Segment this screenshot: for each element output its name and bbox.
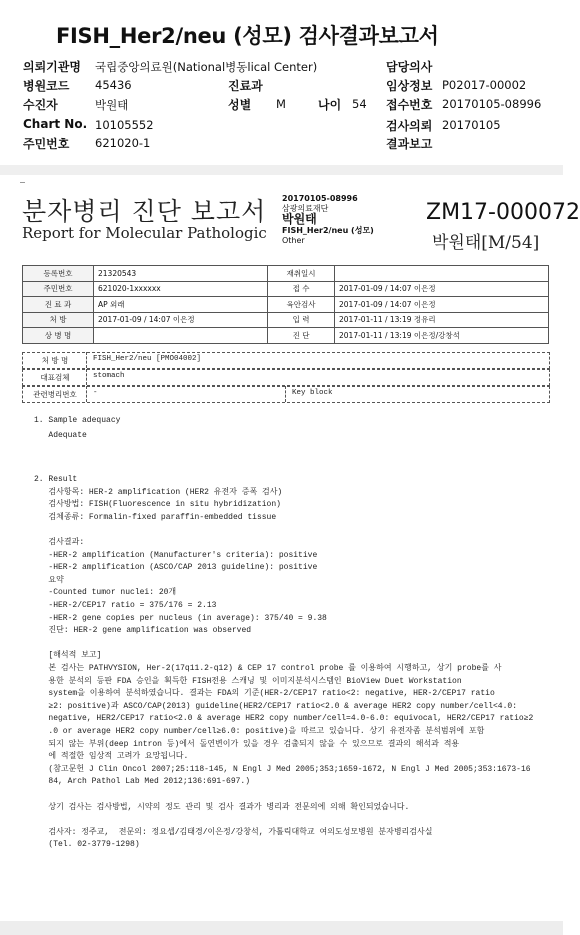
report-line: 되지 않는 부위(deep intron 등)에서 돌연변이가 있을 경우 검출되지 않을 수 있으므로 결과의 해석과 적용 — [34, 739, 460, 749]
report-line: -HER-2/CEP17 ratio = 375/176 = 2.13 — [34, 601, 217, 610]
header-value: 20170105-08996 — [442, 97, 542, 111]
report-line: .0 or average HER2 copy number/cell≥6.0: positive)을 따르고 있습니다. 상기 유전자좀 분석범위에 포함 — [34, 727, 485, 736]
prescription-value: stomach — [93, 372, 125, 380]
report-line: 84, Arch Pathol Lab Med 2012;136:691-697.) — [34, 777, 251, 787]
divider-bar — [0, 165, 563, 175]
report-line: 검사항목: HER-2 amplification (HER2 유전자 증폭 검사) — [34, 487, 283, 497]
report-line: -HER-2 amplification (ASCO/CAP 2013 guideline): positive — [34, 563, 318, 573]
info-row — [23, 328, 549, 344]
info-label: 등록번호 — [23, 266, 94, 282]
prescription-sep — [86, 386, 87, 402]
report-line: negative, HER2/CEP17 ratio<2.0 & average HER2 copy number/cell=4.0-6.0: equivocal, HER2/CEP17 ratio≥2 — [34, 714, 534, 724]
header-label: Chart No. — [23, 117, 88, 131]
report-line: (참고문헌 J Clin Oncol 2007;25:118-145, N Engl J Med 2005;353;1659-1672, N Engl J Med 2005;353:1673-16 — [34, 764, 531, 774]
report-line: 요약 — [34, 575, 64, 585]
info-label: 입 력 — [268, 312, 335, 328]
info-row — [23, 312, 549, 328]
info-label: 접 수 — [268, 281, 335, 297]
report-line: 2. Result — [34, 475, 78, 484]
report-line: ≥2: positive)과 ASCO/CAP(2013) guideline(HER2/CEP17 ratio<2.0 & average HER2 copy number/cell<4.0: — [34, 701, 518, 711]
report-title-kr: 분자병리 진단 보고서 — [22, 197, 267, 226]
prescription-value: FISH_Her2/neu [PMO04002] — [93, 355, 202, 363]
footer-strip — [0, 921, 563, 935]
info-value: 2017-01-11 / 13:19 정유리 — [335, 312, 549, 328]
prescription-label: 대표검체 — [40, 373, 70, 382]
info-value: 2017-01-09 / 14:07 이은정 — [335, 281, 549, 297]
report-line: (Tel. 02-3779-1298) — [34, 840, 140, 850]
report-line: Adequate — [34, 431, 87, 440]
header-value: 45436 — [95, 78, 132, 92]
report-line: 검사방법: FISH(Fluorescence in situ hybridization) — [34, 500, 281, 510]
info-value: 621020-1xxxxxx — [94, 281, 268, 297]
prescription-value: - — [93, 389, 98, 397]
header-label: 병원코드 — [23, 79, 70, 93]
prescription-label: 관련병리번호 — [33, 390, 77, 399]
key-block-sep — [285, 386, 286, 402]
report-line: 검사결과: — [34, 538, 85, 547]
header-value: 국립중앙의료원(National병동lical Center) — [95, 60, 318, 74]
info-value: 2017-01-09 / 14:07 이은정 — [335, 297, 549, 313]
prescription-row — [22, 386, 550, 403]
info-label: 상 병 명 — [23, 328, 94, 344]
header-label: 임상정보 — [386, 79, 433, 93]
page-title: FISH_Her2/neu (성모) 검사결과보고서 — [56, 24, 439, 48]
info-value: 21320543 — [94, 266, 268, 282]
info-label: 처 방 — [23, 312, 94, 328]
info-value — [335, 266, 549, 282]
stamp-block — [282, 194, 374, 246]
header-value: M — [276, 97, 286, 111]
stamp-line2: 삼광의료재단 — [282, 204, 329, 213]
key-block-label: Key block — [292, 389, 333, 397]
report-line: 1. Sample adequacy — [34, 416, 121, 425]
info-row — [23, 297, 549, 313]
report-line: 에 적절한 임상적 고려가 요망됩니다. — [34, 752, 189, 762]
report-line: -HER-2 gene copies per nucleus (in average): 375/40 = 9.38 — [34, 613, 327, 623]
header-value: 10105552 — [95, 118, 154, 132]
report-line: 검체종류: Formalin-fixed paraffin-embedded tissue — [34, 512, 277, 522]
patient-tag: 박원태[M/54] — [432, 233, 540, 253]
info-value — [94, 328, 268, 344]
header-value: 20170105 — [442, 118, 501, 132]
stamp-line5: Other — [282, 236, 305, 245]
scan-mark — [20, 182, 25, 183]
stamp-name: 박원태 — [282, 212, 317, 226]
header-value: 621020-1 — [95, 136, 151, 150]
patient-info-table — [22, 265, 549, 344]
info-label: 주민번호 — [23, 281, 94, 297]
report-line: [해석적 보고] — [34, 651, 102, 661]
header-label: 검사의뢰 — [386, 119, 433, 133]
header-value: P02017-00002 — [442, 78, 527, 92]
prescription-sep — [86, 369, 87, 385]
header-label: 접수번호 — [386, 98, 433, 112]
report-line: 진단: HER-2 gene amplification was observed — [34, 626, 252, 636]
age-value: 54 — [352, 97, 367, 111]
prescription-sep — [86, 352, 87, 368]
stamp-line1: 20170105-08996 — [282, 194, 358, 203]
info-label: 육안검사 — [268, 297, 335, 313]
stamp-line4: FISH_Her2/neu (성모) — [282, 226, 374, 235]
header-label: 담당의사 — [386, 60, 433, 74]
header-label: 수진자 — [23, 98, 58, 112]
report-number: ZM17-000072 — [426, 200, 580, 225]
age-label: 나이 — [318, 98, 342, 112]
info-row — [23, 281, 549, 297]
header-label: 주민번호 — [23, 137, 70, 151]
info-label: 재취일시 — [268, 266, 335, 282]
info-value: 2017-01-11 / 13:19 이은정/강창석 — [335, 328, 549, 344]
prescription-label: 처 방 명 — [41, 356, 69, 365]
header-label: 결과보고 — [386, 137, 433, 151]
info-label: 진 단 — [268, 328, 335, 344]
report-line: 본 검사는 PATHVYSION, Her-2(17q11.2-q12) & CEP 17 control probe 를 이용하여 시행하고, 상기 probe를 사 — [34, 664, 502, 673]
info-value: AP 외래 — [94, 297, 268, 313]
info-value: 2017-01-09 / 14:07 이은정 — [94, 312, 268, 328]
header-label: 성별 — [228, 98, 252, 112]
report-line: -Counted tumor nuclei: 20개 — [34, 588, 177, 598]
report-line: 상기 검사는 검사방법, 시약의 정도 관리 및 검사 결과가 병리과 전문의에 의해 확인되었습니다. — [34, 802, 410, 812]
header-value: 박원태 — [95, 98, 129, 112]
report-line: 용한 분석의 등판 FDA 승인을 획득한 FISH전용 스캐닝 및 이미지분석시스템인 BioView Duet Workstation — [34, 676, 462, 686]
report-line: 검사자: 정주교, 전문의: 정요셉/김태경/이은정/강창석, 가톨릭대학교 여의도성모병원 분자병리검사실 — [34, 827, 433, 837]
report-title-en: Report for Molecular Pathologic — [22, 224, 267, 242]
header-label: 의뢰기관명 — [23, 60, 81, 74]
report-line: -HER-2 amplification (Manufacturer's criteria): positive — [34, 550, 318, 560]
header-label: 진료과 — [228, 79, 263, 93]
info-label: 진 료 과 — [23, 297, 94, 313]
info-row — [23, 266, 549, 282]
report-line: system을 이용하여 분석하였습니다. 결과는 FDA의 기준(HER-2/CEP17 ratio<2: negative, HER-2/CEP17 ratio — [34, 689, 495, 699]
